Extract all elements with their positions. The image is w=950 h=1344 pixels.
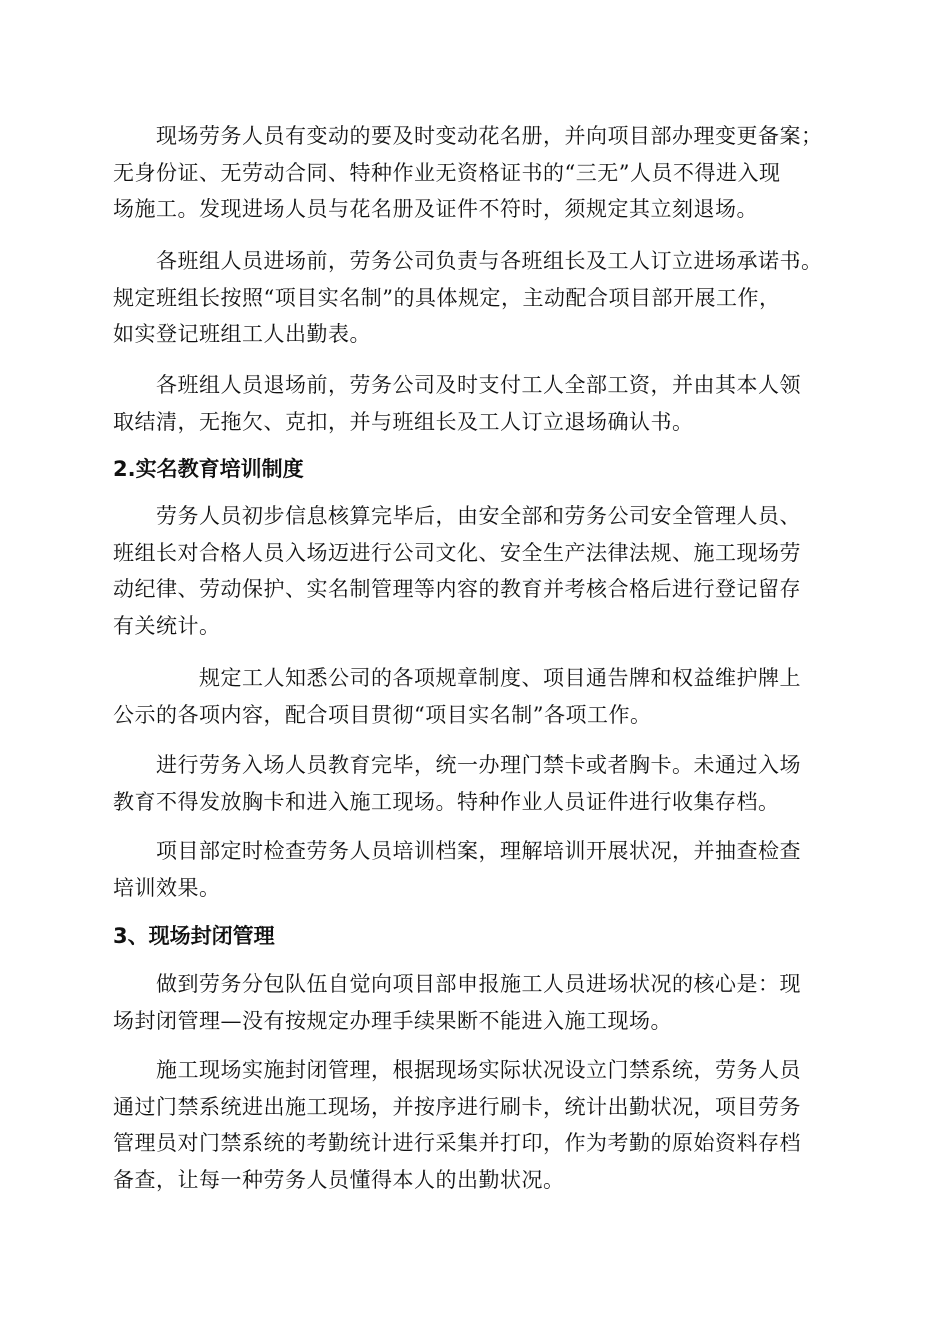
text-line: 施工现场实施封闭管理，根据现场实际状况设立门禁系统，劳务人员: [113, 1058, 801, 1082]
paragraph-training-audit: [113, 833, 843, 906]
section-heading-training: 2.实名教育培训制度: [113, 457, 304, 481]
text-line: 班组长对合格人员入场迈进行公司文化、安全生产法律法规、施工现场劳: [113, 540, 801, 565]
text-line: 培训效果。: [113, 875, 221, 900]
text-line: 教育不得发放胸卡和进入施工现场。特种作业人员证件进行收集存档。: [113, 789, 780, 814]
text-line: 通过门禁系统进出施工现场，并按序进行刷卡，统计出勤状况，项目劳务: [113, 1094, 801, 1119]
text-line: 动纪律、劳动保护、实名制管理等内容的教育并考核合格后进行登记留存: [113, 577, 801, 601]
paragraph-access-cards: [113, 747, 843, 820]
text-line: 各班组人员进场前，劳务公司负责与各班组长及工人订立进场承诺书。: [113, 249, 823, 273]
text-line: 规定班组长按照“项目实名制”的具体规定，主动配合项目部开展工作，: [113, 285, 781, 310]
text-line: 如实登记班组工人出勤表。: [113, 322, 371, 346]
paragraph-roster-changes: [113, 118, 843, 228]
text-line: 备查，让每一种劳务人员懂得本人的出勤状况。: [113, 1167, 565, 1192]
text-line: 无身份证、无劳动合同、特种作业无资格证书的“三无”人员不得进入现: [113, 160, 781, 185]
text-line: 管理员对门禁系统的考勤统计进行采集并打印，作为考勤的原始资料存档: [113, 1131, 801, 1155]
paragraph-exit-settlement: [113, 367, 843, 440]
text-line: 场施工。发现进场人员与花名册及证件不符时，须规定其立刻退场。: [113, 197, 758, 221]
text-line: 各班组人员退场前，劳务公司及时支付工人全部工资，并由其本人领: [113, 373, 801, 397]
section-heading-closed-site: 3、现场封闭管理: [113, 924, 275, 948]
text-line: 劳务人员初步信息核算完毕后，由安全部和劳务公司安全管理人员、: [113, 504, 801, 528]
paragraph-training-education: [113, 498, 843, 644]
paragraph-rules-awareness: [113, 660, 843, 733]
text-line: 现场劳务人员有变动的要及时变动花名册，并向项目部办理变更备案；: [113, 124, 823, 148]
paragraph-closed-site-core: [113, 966, 843, 1039]
paragraph-entry-commitment: [113, 243, 843, 353]
text-line: 做到劳务分包队伍自觉向项目部申报施工人员进场状况的核心是：现: [113, 972, 801, 996]
text-line: 进行劳务入场人员教育完毕，统一办理门禁卡或者胸卡。未通过入场: [113, 753, 801, 777]
text-line: 场封闭管理—没有按规定办理手续果断不能进入施工现场。: [113, 1008, 672, 1033]
text-line: 项目部定时检查劳务人员培训档案，理解培训开展状况，并抽查检查: [113, 839, 801, 863]
text-line: 有关统计。: [113, 613, 221, 638]
text-line: 公示的各项内容，配合项目贯彻“项目实名制”各项工作。: [113, 702, 652, 727]
paragraph-access-control-system: [113, 1052, 843, 1198]
text-line: 取结清，无拖欠、克扣，并与班组长及工人订立退场确认书。: [113, 409, 694, 434]
text-line: 规定工人知悉公司的各项规章制度、项目通告牌和权益维护牌上: [113, 666, 801, 690]
